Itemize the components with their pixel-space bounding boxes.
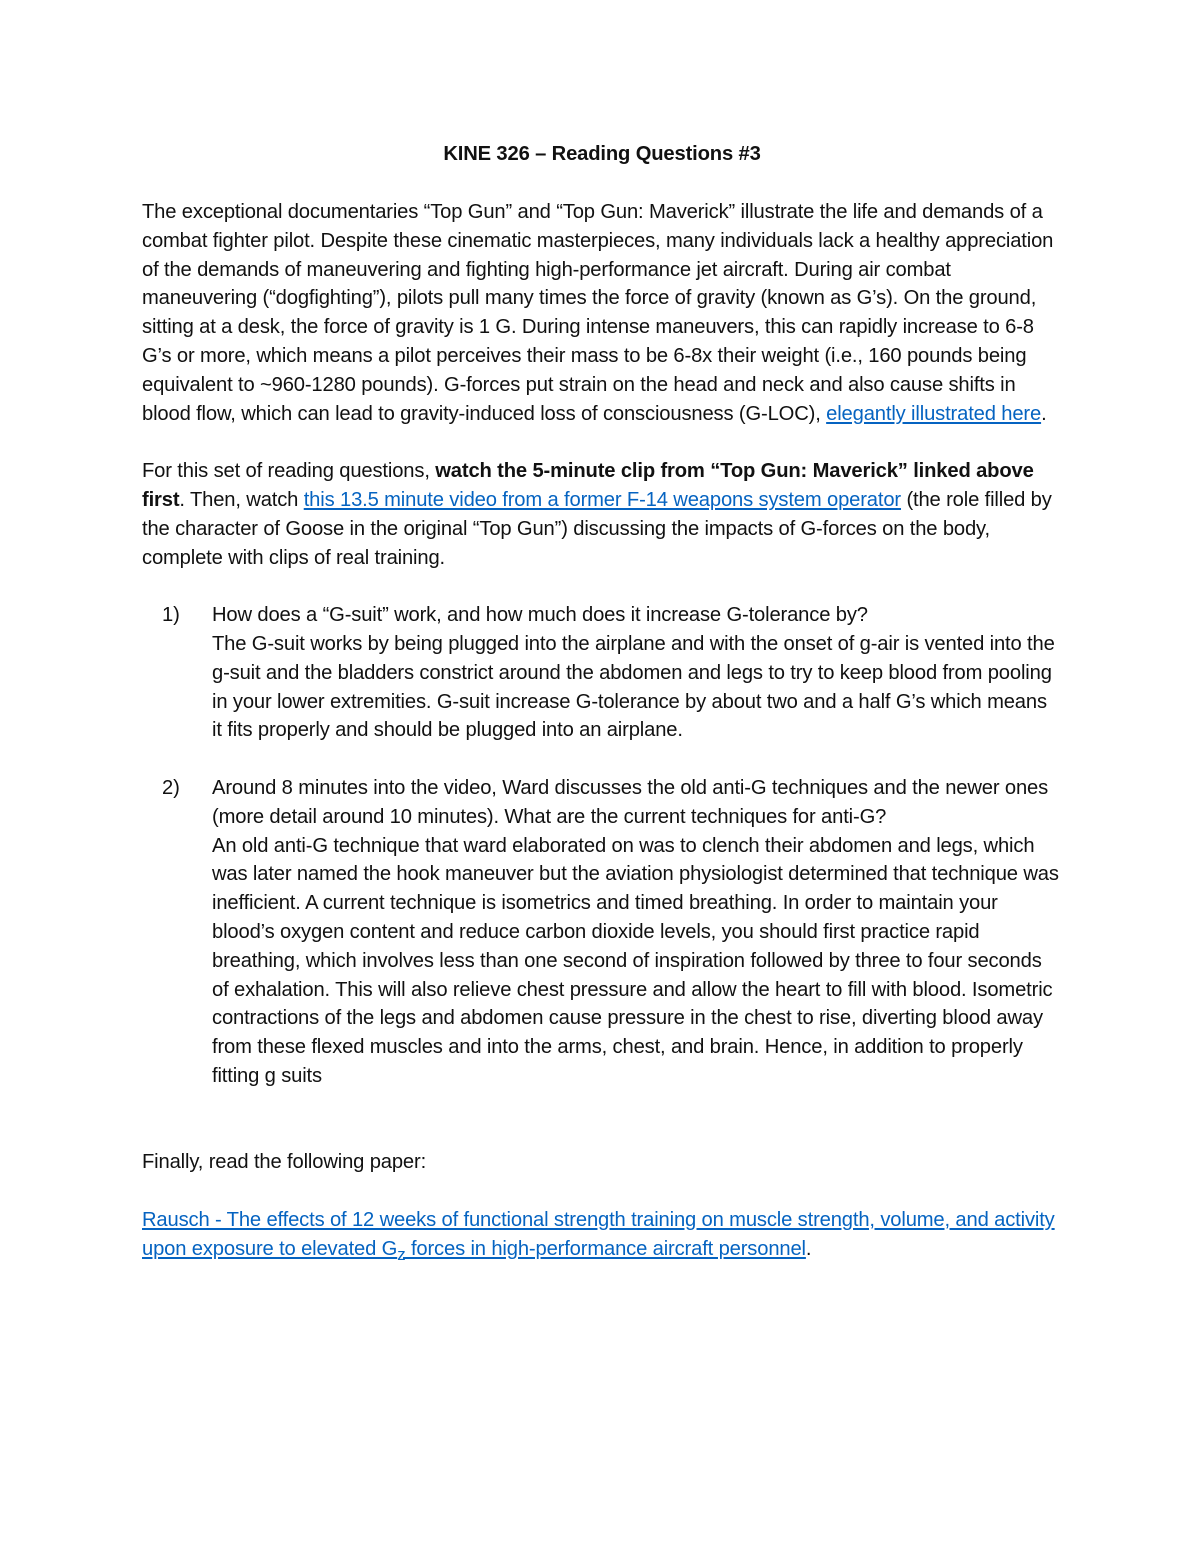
instructions-paragraph xyxy=(142,457,1062,572)
finally-paragraph: Finally, read the following paper: xyxy=(142,1151,427,1174)
intro-trailing-period: . xyxy=(1041,402,1047,425)
question-list xyxy=(142,601,1062,1091)
document-title: KINE 326 – Reading Questions #3 xyxy=(443,143,761,165)
paper-link-text: Rausch - The effects of 12 weeks of functional strength training on muscle strength, volume, and activity upon exposure to elevated G xyxy=(142,1208,1055,1260)
question-text: Around 8 minutes into the video, Ward discusses the old anti-G techniques and the newer ones (more detail around 10 minutes). What are the current techniques for anti-G? xyxy=(212,776,1049,828)
document-page xyxy=(142,140,1062,1270)
paper-link-text-end: forces in high-performance aircraft personnel xyxy=(405,1237,806,1260)
paper-paragraph xyxy=(142,1206,1062,1270)
intro-paragraph xyxy=(142,198,1062,428)
instructions-text-1: For this set of reading questions, xyxy=(142,460,436,483)
f14-video-link[interactable]: this 13.5 minute video from a former F-14 weapons system operator xyxy=(303,488,901,511)
answer-text: The G-suit works by being plugged into the airplane and with the onset of g-air is vented into the g-suit and the bladders constrict around the abdomen and legs to try to keep blood from pooling in your lower extremities. G-suit increase G-tolerance by about two and a half G’s which means it fits properly and should be plugged into an airplane. xyxy=(212,632,1055,742)
paper-link-subscript: z xyxy=(397,1244,406,1264)
g-loc-video-link[interactable]: elegantly illustrated here xyxy=(826,402,1042,425)
instructions-text-2: . Then, watch xyxy=(179,488,304,511)
question-item-2 xyxy=(142,774,1062,1091)
blank-line xyxy=(142,1120,1062,1149)
instructions-bold-text: watch the 5-minute clip from “Top Gun: Maverick” linked above first xyxy=(142,460,1034,511)
question-text: How does a “G-suit” work, and how much does it increase G-tolerance by? xyxy=(212,604,868,627)
question-item-1 xyxy=(142,601,1062,745)
paper-trailing-period: . xyxy=(805,1237,812,1260)
answer-text: An old anti-G technique that ward elaborated on was to clench their abdomen and legs, which was later named the hook maneuver but the aviation physiologist determined that technique was inefficient. A current technique is isometrics and timed breathing. In order to maintain your blood’s oxygen content and reduce carbon dioxide levels, you should first practice rapid breathing, which involves less than one second of inspiration followed by three to four seconds of exhalation. This will also relieve chest pressure and allow the heart to fill with blood. Isometric contractions of the legs and abdomen cause pressure in the chest to rise, diverting blood away from these flexed muscles and into the arms, chest, and brain. Hence, in addition to properly fitting g suits xyxy=(212,834,1059,1087)
instructions-text-3: (the role filled by the character of Goose in the original “Top Gun”) discussing the impacts of G-forces on the body, complete with clips of real training. xyxy=(142,488,1052,569)
question-number: 1) xyxy=(162,604,180,627)
intro-text: The exceptional documentaries “Top Gun” and “Top Gun: Maverick” illustrate the life and demands of a combat fighter pilot. Despite these cinematic masterpieces, many individuals lack a healthy appreciation of the demands of maneuvering and fighting high-performance jet aircraft. During air combat maneuvering (“dogfighting”), pilots pull many times the force of gravity (known as G’s). On the ground, sitting at a desk, the force of gravity is 1 G. During intense maneuvers, this can rapidly increase to 6-8 G’s or more, which means a pilot perceives their mass to be 6-8x their weight (i.e., 160 pounds being equivalent to ~960-1280 pounds). G-forces put strain on the head and neck and also cause shifts in blood flow, which can lead to gravity-induced loss of consciousness (G-LOC), xyxy=(142,201,1054,425)
rausch-paper-link[interactable] xyxy=(142,1208,1055,1264)
question-number: 2) xyxy=(162,776,180,799)
